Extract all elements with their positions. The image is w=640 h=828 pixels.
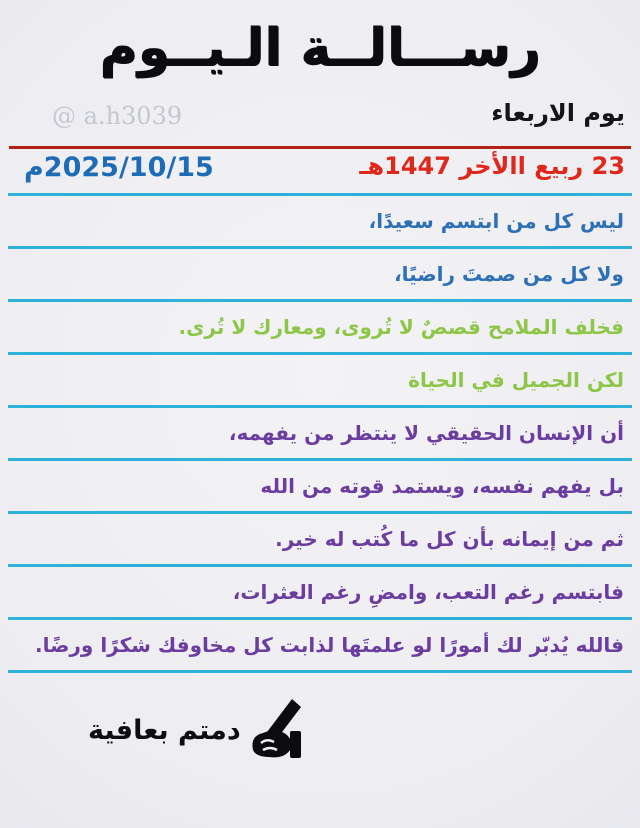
message-line-row (8, 511, 632, 564)
message-line-text: فخلف الملامح قصصٌ لا تُروى، ومعارك لا تُرى. (178, 315, 624, 339)
message-line-row (8, 193, 632, 246)
hijri-date: 23 ربيع االأخر 1447هـ (359, 152, 625, 180)
message-line-text: فابتسم رغم التعب، وامضِ رغم العثرات، (232, 580, 624, 604)
message-line-text: أن الإنسان الحقيقي لا ينتظر من يفهمه، (228, 421, 624, 445)
red-divider (9, 146, 631, 149)
message-lines (8, 193, 632, 673)
watermark: @ a.h3039 (52, 102, 183, 130)
message-line-row (8, 405, 632, 458)
message-line-row (8, 352, 632, 405)
page-title: رســـالــة الـيــوم (99, 18, 541, 78)
signature-block (88, 698, 307, 762)
writing-hand-icon (243, 698, 307, 762)
message-line-row (8, 246, 632, 299)
message-line-row (8, 617, 632, 673)
signature-text: دمتم بعافية (88, 714, 241, 746)
message-line-text: ثم من إيمانه بأن كل ما كُتب له خير. (275, 527, 624, 551)
message-line-text: لكن الجميل في الحياة (408, 368, 624, 392)
message-line-text: ليس كل من ابتسم سعيدًا، (368, 209, 624, 233)
gregorian-date: 2025/10/15م (24, 152, 214, 183)
day-label: يوم الاربعاء (491, 99, 625, 127)
message-line-row (8, 299, 632, 352)
message-line-text: بل يفهم نفسه، ويستمد قوته من الله (260, 474, 624, 498)
message-line-text: ولا كل من صمتَ راضيًا، (394, 262, 624, 286)
message-line-text: فالله يُدبّر لك أمورًا لو علمتَها لذابت كل مخاوفك شكرًا ورضًا. (34, 633, 624, 657)
message-line-row (8, 564, 632, 617)
message-line-row (8, 458, 632, 511)
